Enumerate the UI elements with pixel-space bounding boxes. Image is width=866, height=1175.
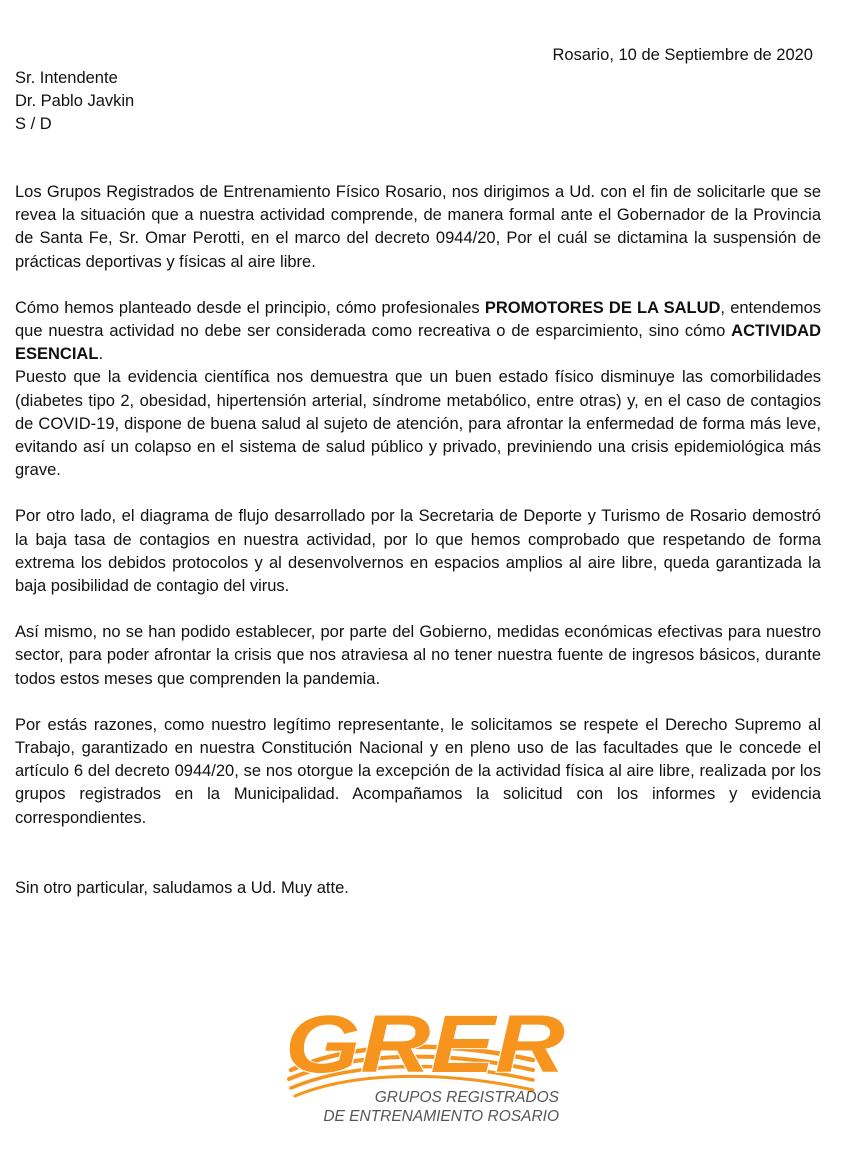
grer-logo-graphic [283, 1000, 583, 1135]
emphasis-promotores: PROMOTORES DE LA SALUD [484, 298, 721, 317]
recipient-name: Dr. Pablo Javkin [15, 92, 135, 110]
logo-wordmark: GRER [285, 1000, 565, 1090]
recipient-block [15, 67, 134, 136]
recipient-title: Sr. Intendente [15, 69, 118, 87]
letter-date: Rosario, 10 de Septiembre de 2020 [552, 46, 813, 64]
paragraph-intro: Los Grupos Registrados de Entrenamiento Físico Rosario, nos dirigimos a Ud. con el fin de solicitarle que se revea la situación que a nuestra actividad comprende, de manera formal ante el Gobernador de la Provincia de Santa Fe, Sr. Omar Perotti, en el marco del decreto 0944/20, Por el cuál se dictamina la suspensión de prácticas deportivas y físicas al aire libre. [15, 183, 821, 271]
paragraph-text: . [98, 345, 104, 364]
paragraph-text: , entendemos que nuestra actividad no debe ser considerada como recreativa o de esparcimiento, sino cómo [15, 298, 822, 341]
paragraph-text: Cómo hemos planteado desde el principio, cómo profesionales [15, 298, 485, 317]
paragraph-economic-measures: Así mismo, no se han podido establecer, por parte del Gobierno, medidas económicas efectivas para nuestro sector, para poder afrontar la crisis que nos atraviesa al no tener nuestra fuente de ingresos básicos, durante todos estos meses que comprenden la pandemia. [15, 623, 821, 688]
letter-body [15, 181, 821, 853]
paragraph-request: Por estás razones, como nuestro legítimo representante, le solicitamos se respete el Derecho Supremo al Trabajo, garantizado en nuestra Constitución Nacional y en pleno uso de las facultades que le concede el artículo 6 del decreto 0944/20, se nos otorgue la excepción de la actividad física al aire libre, realizada por los grupos registrados en la Municipalidad. Acompañamos la solicitud con los informes y evidencia correspondientes. [15, 715, 821, 827]
paragraph-flow-diagram: Por otro lado, el diagrama de flujo desarrollado por la Secretaria de Deporte y Turismo de Rosario demostró la baja tasa de contagios en nuestra actividad, por lo que hemos comprobado que respetando de forma extrema los debidos protocolos y al desenvolvernos en espacios amplios al aire libre, queda garantizada la baja posibilidad de contagio del virus. [15, 507, 821, 596]
emphasis-actividad-esencial: ACTIVIDAD ESENCIAL [15, 322, 821, 364]
logo-subtitle-line1: GRUPOS REGISTRADOS [374, 1089, 559, 1106]
paragraph-scientific-evidence: Puesto que la evidencia científica nos demuestra que un buen estado físico disminuye las comorbilidades (diabetes tipo 2, obesidad, hipertensión arterial, síndrome metabólico, entre otras) y, en el caso de contagios de COVID-19, dispone de buena salud al sujeto de atención, para afrontar la enfermedad de forma más leve, evitando así un colapso en el sistema de salud público y privado, previniendo una crisis epidemiológica más grave. [15, 368, 821, 480]
recipient-sd: S / D [15, 115, 52, 133]
letter-closing: Sin otro particular, saludamos a Ud. Muy atte. [15, 879, 349, 897]
logo-subtitle-line2: DE ENTRENAMIENTO ROSARIO [323, 1108, 559, 1125]
paragraph-essential-activity [15, 297, 821, 367]
grer-logo [283, 1000, 583, 1135]
